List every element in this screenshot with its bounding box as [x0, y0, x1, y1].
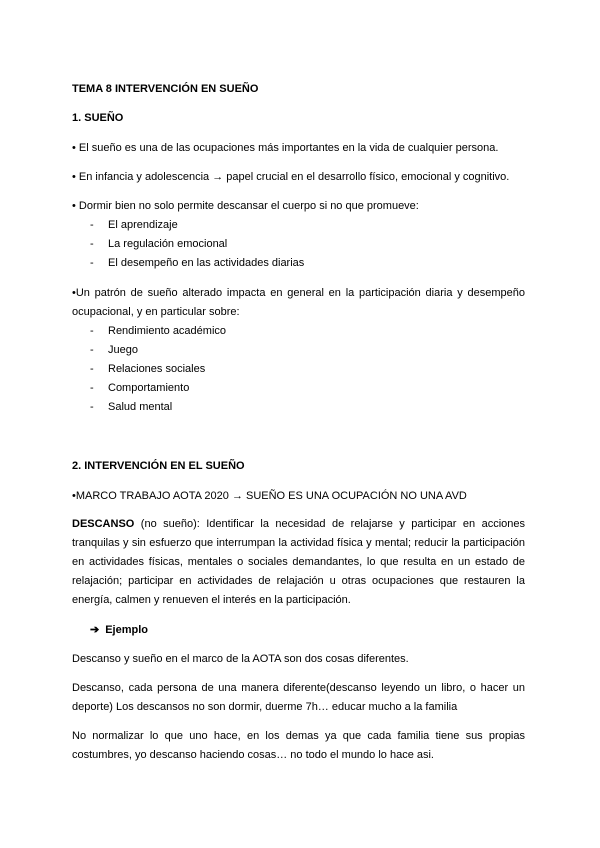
list-item: La regulación emocional: [108, 238, 228, 250]
ejemplo-heading: [90, 624, 148, 637]
list-dash: -: [90, 401, 94, 413]
paragraph-line: relajación; participar en actividades de relajación u otras ocupaciones que restauren la: [72, 575, 525, 587]
list-dash: -: [90, 325, 94, 337]
descanso-term: DESCANSO: [72, 518, 135, 530]
paragraph-line: tranquilas y sin esfuerzo que interrumpan la actividad física y mental; reducir la participación: [72, 537, 525, 549]
paragraph-bullet: • Dormir bien no solo permite descansar el cuerpo si no que promueve:: [72, 200, 419, 212]
paragraph-line: •Un patrón de sueño alterado impacta en general en la participación diaria y desempeño: [72, 287, 525, 299]
paragraph-bullet: • El sueño es una de las ocupaciones más importantes en la vida de cualquier persona.: [72, 142, 499, 154]
paragraph-bullet: • En infancia y adolescencia → papel crucial en el desarrollo físico, emocional y cognitivo.: [72, 171, 510, 183]
paragraph-line: Descanso y sueño en el marco de la AOTA son dos cosas diferentes.: [72, 653, 409, 665]
document-title: TEMA 8 INTERVENCIÓN EN SUEÑO: [72, 83, 259, 95]
list-item: Salud mental: [108, 401, 173, 413]
list-dash: -: [90, 363, 94, 375]
list-item: El aprendizaje: [108, 219, 178, 231]
ejemplo-label: Ejemplo: [105, 624, 149, 636]
list-dash: -: [90, 238, 94, 250]
paragraph-line: deporte) Los descansos no son dormir, duerme 7h… educar mucho a la familia: [72, 701, 458, 713]
paragraph-line: ocupacional, y en particular sobre:: [72, 306, 240, 318]
descanso-definition-line: [72, 518, 525, 531]
paragraph-bullet: •MARCO TRABAJO AOTA 2020 → SUEÑO ES UNA OCUPACIÓN NO UNA AVD: [72, 490, 467, 502]
list-dash: -: [90, 344, 94, 356]
paragraph-line: Descanso, cada persona de una manera diferente(descanso leyendo un libro, o hacer un: [72, 682, 525, 694]
list-dash: -: [90, 219, 94, 231]
paragraph-line: en actividades físicas, mentales o sociales demandantes, lo que resulta en un estado de: [72, 556, 525, 568]
list-item: Relaciones sociales: [108, 363, 206, 375]
section-1-heading: 1. SUEÑO: [72, 112, 124, 124]
list-item: El desempeño en las actividades diarias: [108, 257, 305, 269]
paragraph-line: No normalizar lo que uno hace, en los demas ya que cada familia tiene sus propias: [72, 730, 525, 742]
list-item: Rendimiento académico: [108, 325, 227, 337]
paragraph-line: energía, calmen y renueven el interés en la participación.: [72, 594, 351, 606]
list-item: Comportamiento: [108, 382, 190, 394]
list-dash: -: [90, 257, 94, 269]
list-dash: -: [90, 382, 94, 394]
paragraph-line: costumbres, yo descanso haciendo cosas… no todo el mundo lo hace asi.: [72, 749, 434, 761]
descanso-definition-text: (no sueño): Identificar la necesidad de relajarse y participar en acciones: [134, 518, 525, 530]
section-2-heading: 2. INTERVENCIÓN EN EL SUEÑO: [72, 460, 245, 472]
list-item: Juego: [108, 344, 138, 356]
arrow-right-icon: ➔: [90, 624, 100, 636]
